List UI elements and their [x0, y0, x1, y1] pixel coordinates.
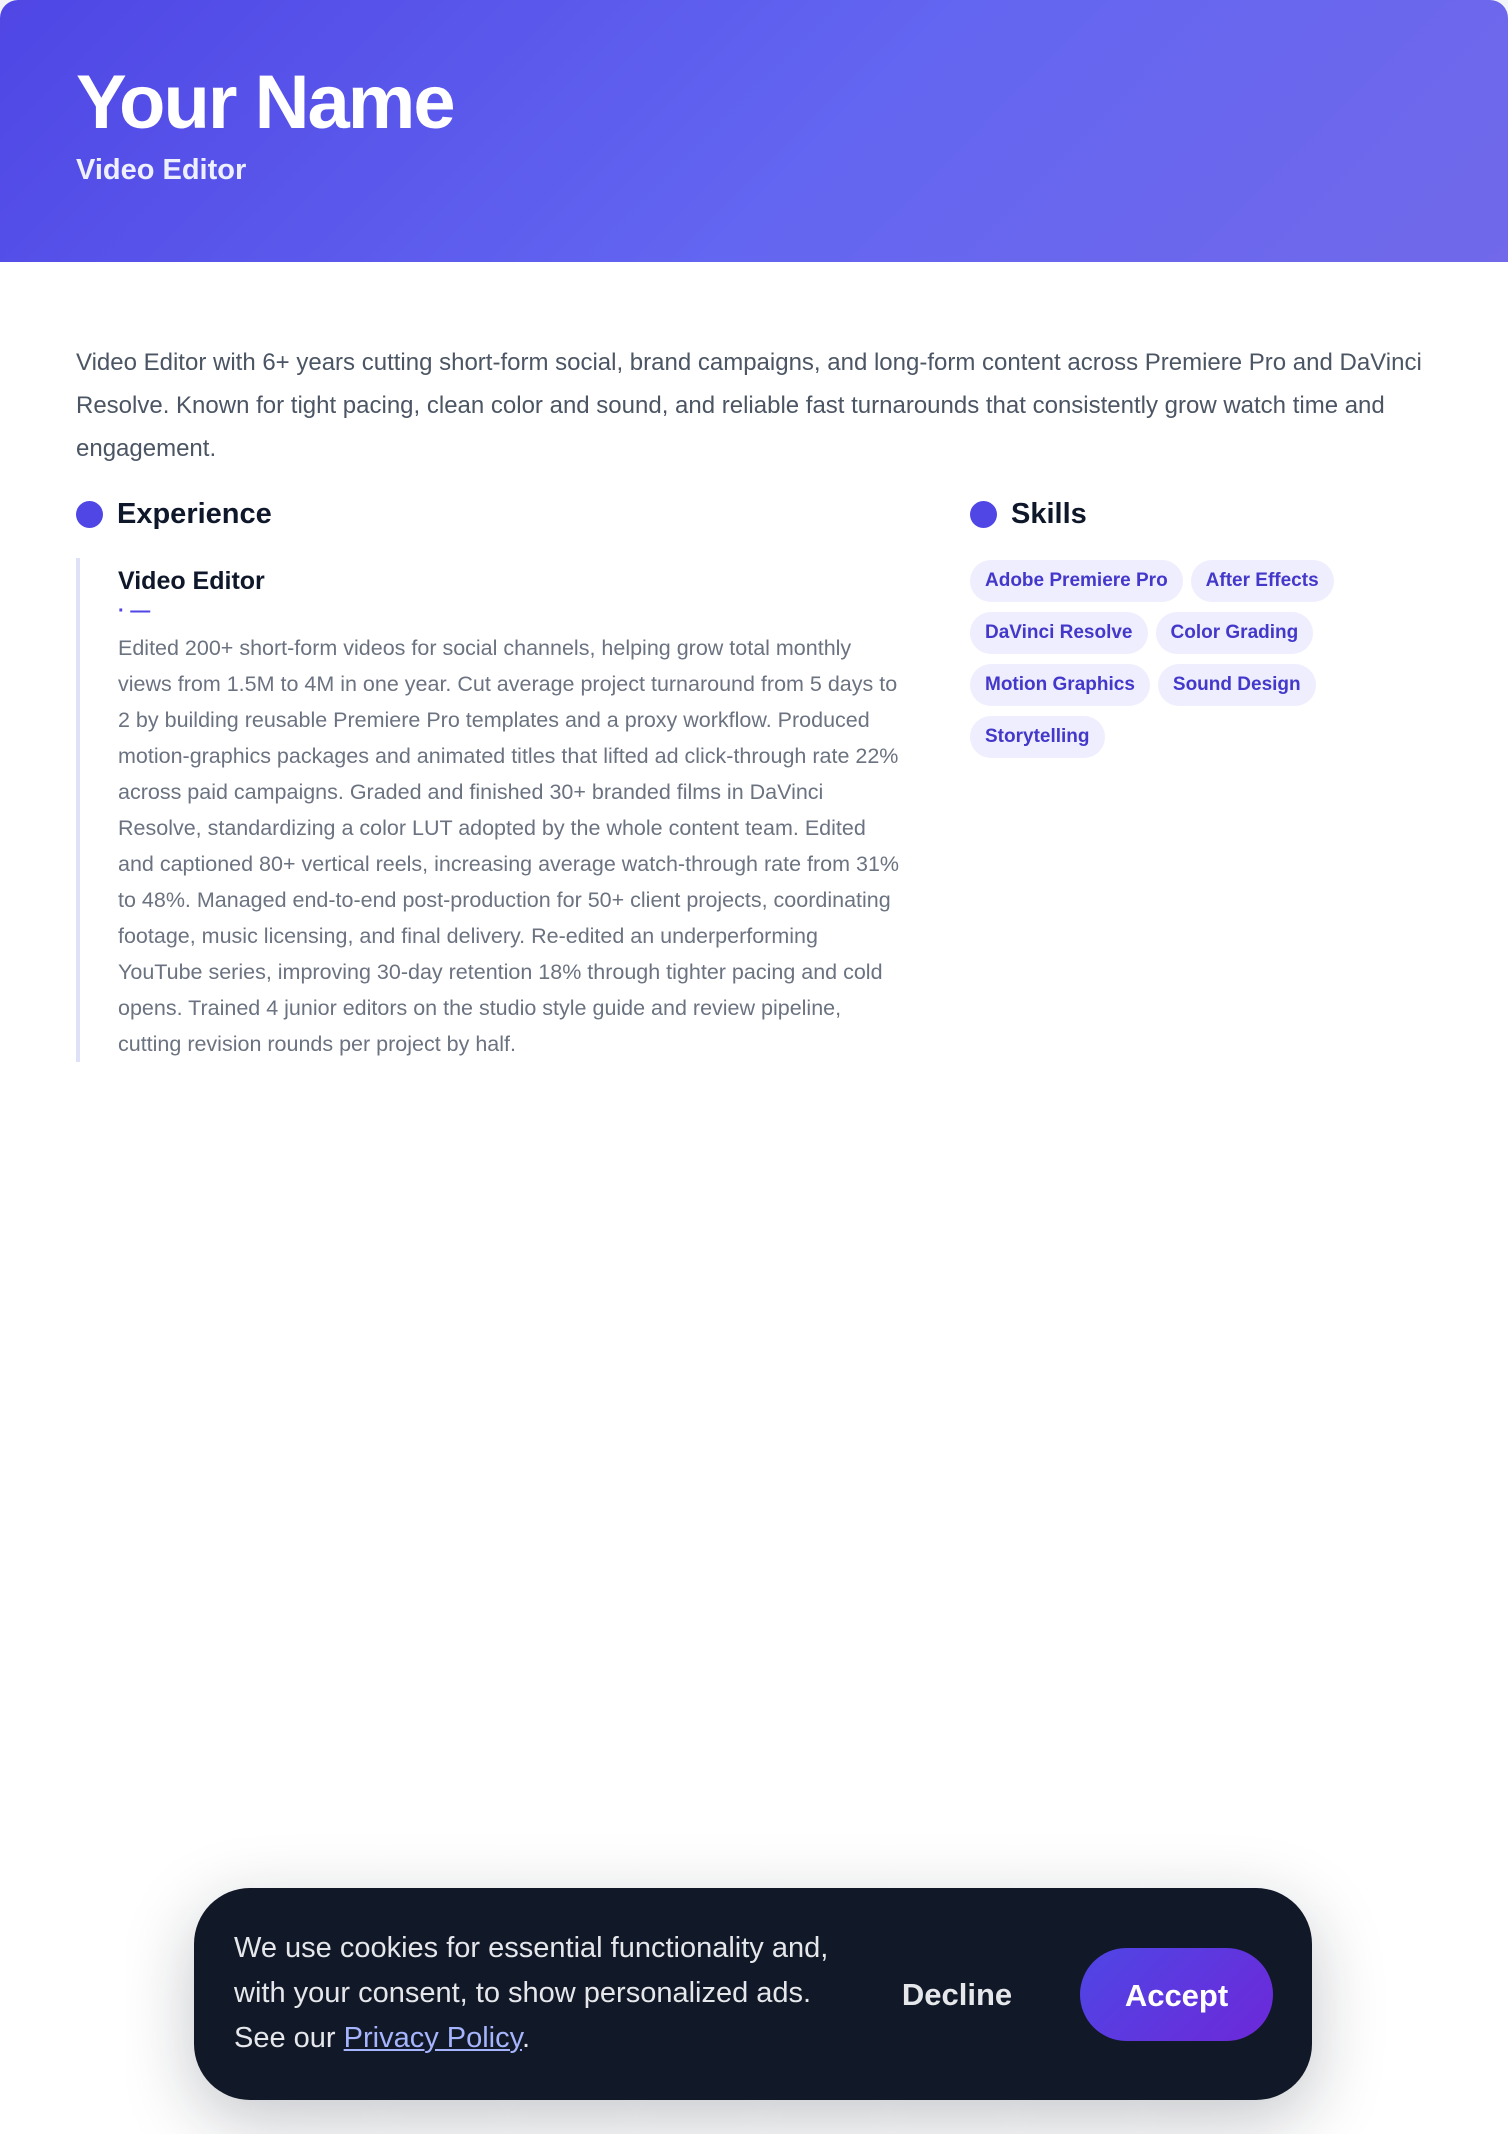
- skill-chip: Motion Graphics: [970, 664, 1150, 706]
- privacy-policy-link[interactable]: Privacy Policy: [343, 2021, 522, 2054]
- experience-entry: [76, 558, 902, 1062]
- cookie-message-text: We use cookies for essential functionality and, with your consent, to show personalized ads. See our: [234, 1931, 829, 2054]
- cookie-message: [234, 1926, 854, 2061]
- accept-button[interactable]: Accept: [1080, 1948, 1273, 2041]
- skills-list: [970, 560, 1390, 758]
- job-title: Video Editor: [118, 567, 265, 595]
- person-name: Your Name: [76, 60, 454, 145]
- cookie-message-end: .: [521, 2021, 531, 2054]
- bullet-dot-icon: [970, 501, 997, 528]
- skill-chip: Storytelling: [970, 716, 1105, 758]
- profile-summary: Video Editor with 6+ years cutting short-form social, brand campaigns, and long-form content across Premiere Pro and DaVinci Resolve. Known for tight pacing, clean color and sound, and reliable fast turnarounds that consistently grow watch time and engagement.: [76, 349, 1422, 462]
- resume-header: [0, 0, 1508, 262]
- job-description: Edited 200+ short-form videos for social channels, helping grow total monthly views from 1.5M to 4M in one year. Cut average project turnaround from 5 days to 2 by building reusable Premiere Pro templates and a proxy workflow. Produced motion-graphics packages and animated titles that lifted ad click-through rate 22% across paid campaigns. Graded and finished 30+ branded films in DaVinci Resolve, standardizing a color LUT adopted by the whole content team. Edited and captioned 80+ vertical reels, increasing average watch-through rate from 31% to 48%. Managed end-to-end post-production for 50+ client projects, coordinating footage, music licensing, and final delivery. Re-edited an underperforming YouTube series, improving 30-day retention 18% through tighter pacing and cold opens. Trained 4 junior editors on the studio style guide and review pipeline, cutting revision rounds per project by half.: [118, 636, 900, 1056]
- skills-section-title: Skills: [1011, 498, 1087, 530]
- decline-button[interactable]: Decline: [882, 1962, 1032, 2026]
- skill-chip: Color Grading: [1156, 612, 1314, 654]
- job-meta: · —: [118, 600, 151, 622]
- skill-chip: Sound Design: [1158, 664, 1316, 706]
- skill-chip: Adobe Premiere Pro: [970, 560, 1183, 602]
- experience-section-title: Experience: [117, 498, 272, 530]
- bullet-dot-icon: [76, 501, 103, 528]
- experience-section-header: [76, 498, 272, 531]
- skill-chip: After Effects: [1191, 560, 1334, 602]
- skills-section-header: [970, 498, 1087, 531]
- skill-chip: DaVinci Resolve: [970, 612, 1148, 654]
- cookie-consent-banner: [194, 1888, 1312, 2100]
- person-role: Video Editor: [76, 154, 247, 186]
